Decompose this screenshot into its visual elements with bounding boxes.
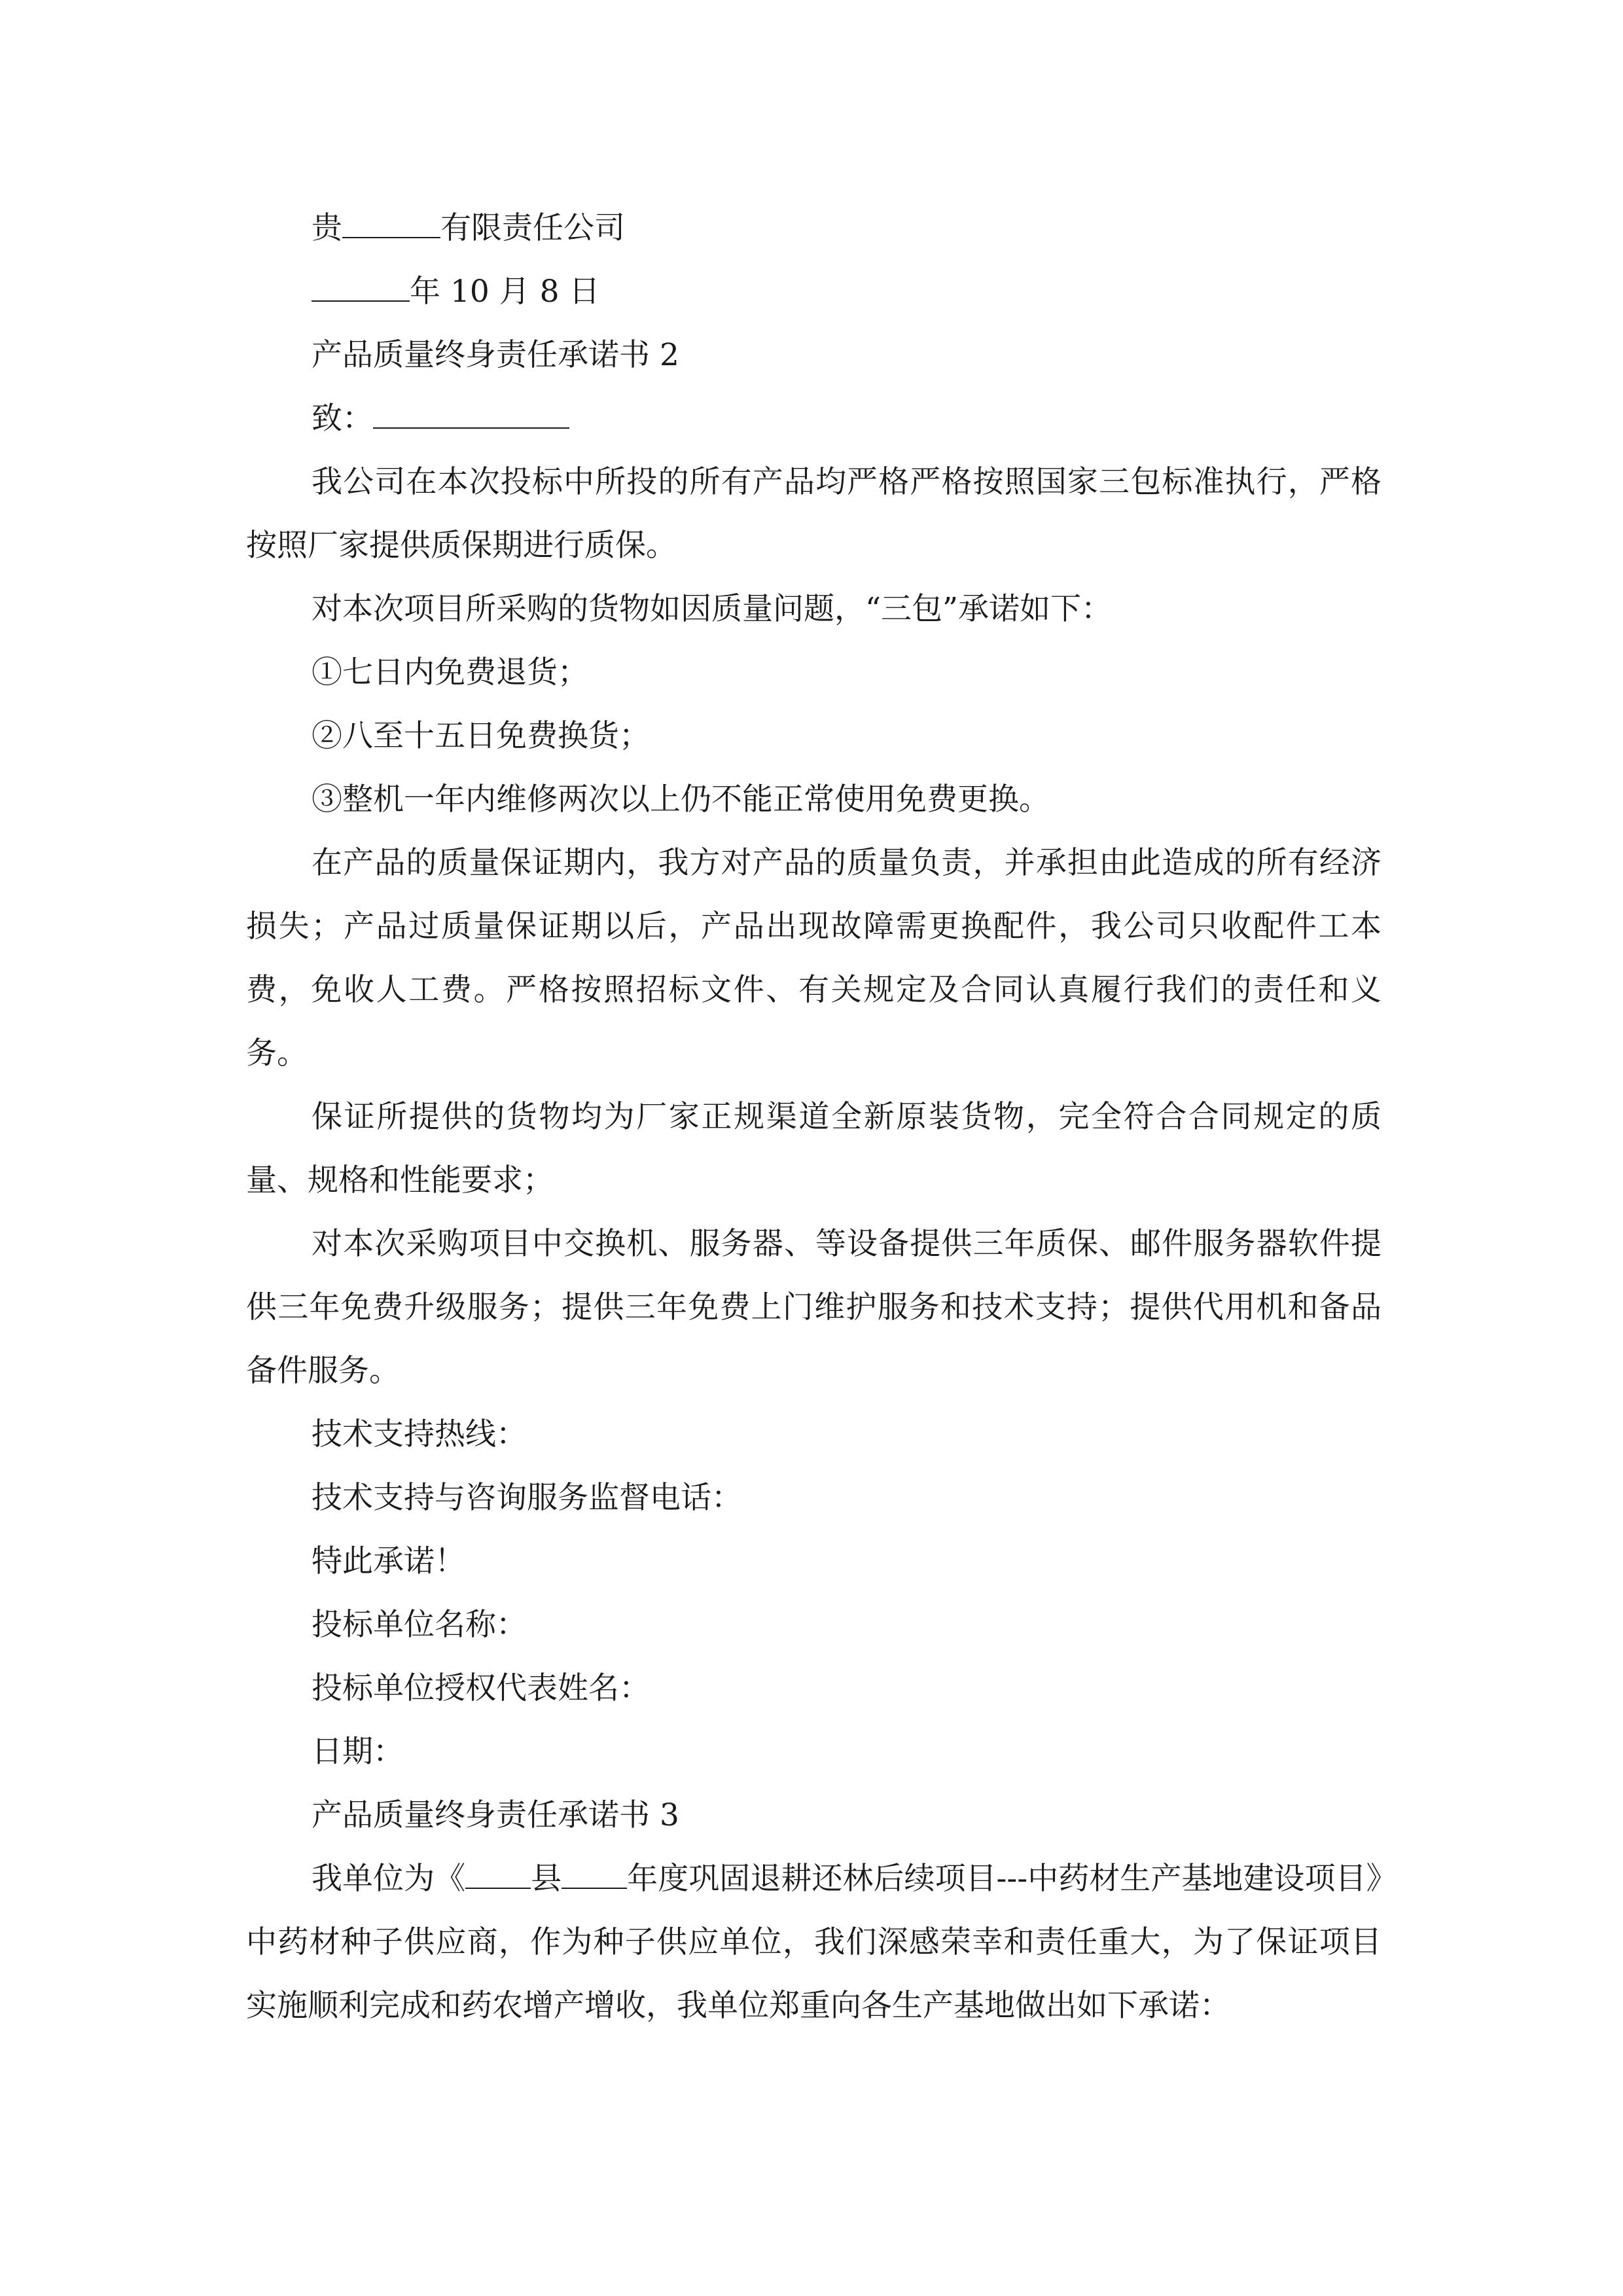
year-blank — [312, 274, 410, 302]
section3-p1-part1: 我单位为《 — [312, 1861, 466, 1897]
list-item: ①七日内免费退货； — [312, 655, 588, 691]
company-prefix: 贵 — [312, 210, 342, 246]
document-body — [246, 196, 1382, 2037]
date-text: 年 10 月 8 日 — [410, 274, 600, 310]
to-label: 致： — [312, 401, 373, 437]
list-item: ③整机一年内维修两次以上仍不能正常使用免费更换。 — [312, 781, 1050, 817]
bidder-name-label: 投标单位名称： — [312, 1607, 527, 1643]
county-blank — [465, 1861, 531, 1889]
company-blank — [342, 211, 440, 238]
hotline-label: 技术支持热线： — [312, 1416, 527, 1452]
section2-paragraph-5: 对本次采购项目中交换机、服务器、等设备提供三年质保、邮件服务器软件提供三年免费升级服务；提供三年免费上门维护服务和技术支持；提供代用机和备品备件服务。 — [246, 1226, 1382, 1389]
closing-text: 特此承诺！ — [312, 1543, 465, 1579]
recipient-blank — [373, 401, 569, 429]
bidder-rep-label: 投标单位授权代表姓名： — [312, 1670, 650, 1706]
year-blank-2 — [562, 1861, 627, 1889]
section2-paragraph-4: 保证所提供的货物均为厂家正规渠道全新原装货物，完全符合合同规定的质量、规格和性能要求； — [246, 1099, 1382, 1198]
section2-title: 产品质量终身责任承诺书 2 — [312, 337, 679, 373]
section2-paragraph-3: 在产品的质量保证期内，我方对产品的质量负责，并承担由此造成的所有经济损失；产品过质量保证期以后，产品出现故障需更换配件，我公司只收配件工本费，免收人工费。严格按照招标文件、有关规定及合同认真履行我们的责任和义务。 — [246, 845, 1382, 1071]
supervision-phone-label: 技术支持与咨询服务监督电话： — [312, 1480, 742, 1516]
section3-p1-part3: 年度巩固退耕还林后续项目---中药材生产基地建设项目》中药材种子供应商，作为种子供应单位，我们深感荣幸和责任重大，为了保证项目实施顺利完成和药农增产增收，我单位郑重向各生产基地做出如下承诺： — [246, 1861, 1382, 2024]
section3-p1-part2: 县 — [531, 1861, 562, 1897]
section3-paragraph-1 — [246, 1847, 1382, 2037]
company-line — [246, 196, 1382, 260]
list-item: ②八至十五日免费换货； — [312, 718, 650, 754]
date-label: 日期： — [312, 1734, 404, 1770]
company-suffix: 有限责任公司 — [440, 210, 625, 246]
section2-paragraph-2: 对本次项目所采购的货物如因质量问题，“三包”承诺如下： — [312, 591, 1113, 627]
section3-title: 产品质量终身责任承诺书 3 — [312, 1797, 679, 1833]
date-line — [246, 260, 1382, 323]
section2-paragraph-1: 我公司在本次投标中所投的所有产品均严格严格按照国家三包标准执行，严格按照厂家提供质保期进行质保。 — [246, 464, 1382, 564]
to-line — [246, 387, 1382, 450]
